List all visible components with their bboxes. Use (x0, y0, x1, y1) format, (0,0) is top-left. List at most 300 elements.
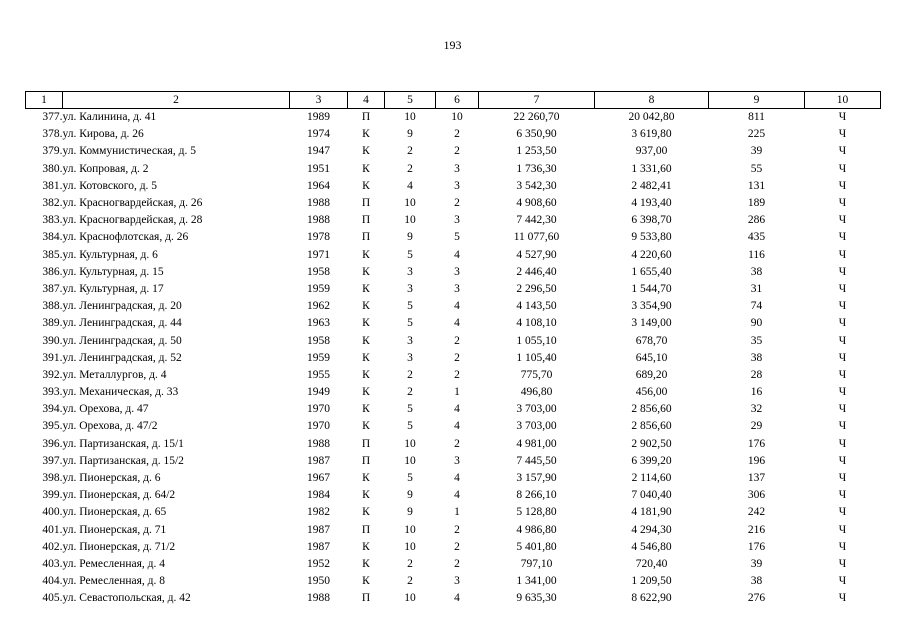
wall-material-cell: К (362, 300, 370, 313)
living-area-cell: 2 114,60 (631, 472, 672, 485)
living-area-cell: 4 193,40 (631, 197, 672, 210)
address-cell: ул. Красногвардейская, д. 28 (62, 214, 203, 227)
category-cell: Ч (838, 128, 847, 141)
total-area-cell: 1 055,10 (516, 334, 557, 347)
row-number-cell: 395. (42, 420, 63, 433)
wall-material-cell: П (361, 523, 371, 536)
entrances-cell: 2 (454, 523, 460, 536)
wall-material-cell: П (361, 214, 371, 227)
entrances-cell: 4 (454, 472, 460, 485)
residents-cell: 189 (747, 197, 766, 210)
row-number-cell: 383. (42, 214, 63, 227)
year-built-cell: 1987 (307, 523, 330, 536)
entrances-cell: 4 (454, 592, 460, 605)
row-number-cell: 405. (42, 592, 63, 605)
total-area-cell: 1 105,40 (516, 351, 557, 364)
row-number-cell: 392. (42, 368, 63, 381)
total-area-cell: 1 341,00 (516, 575, 557, 588)
address-cell: ул. Ленинградская, д. 20 (62, 300, 182, 313)
category-cell: Ч (838, 351, 847, 364)
total-area-cell: 22 260,70 (513, 111, 560, 124)
row-number-cell: 387. (42, 282, 63, 295)
total-area-cell: 1 736,30 (516, 162, 557, 175)
total-area-cell: 2 446,40 (516, 265, 557, 278)
residents-cell: 38 (750, 351, 763, 364)
residents-cell: 131 (747, 179, 766, 192)
floors-cell: 3 (407, 265, 413, 278)
entrances-cell: 2 (454, 368, 460, 381)
floors-cell: 5 (407, 248, 413, 261)
wall-material-cell: К (362, 334, 370, 347)
total-area-cell: 5 128,80 (516, 506, 557, 519)
category-cell: Ч (838, 489, 847, 502)
category-cell: Ч (838, 472, 847, 485)
column-header-9: 9 (709, 92, 805, 109)
living-area-cell: 689,20 (635, 368, 668, 381)
year-built-cell: 1988 (307, 437, 330, 450)
wall-material-cell: К (362, 386, 370, 399)
table-row (26, 367, 881, 384)
wall-material-cell: К (362, 145, 370, 158)
row-number-cell: 394. (42, 403, 63, 416)
address-cell: ул. Пионерская, д. 71 (62, 523, 167, 536)
row-number-cell: 388. (42, 300, 63, 313)
row-number-cell: 382. (42, 197, 63, 210)
category-cell: Ч (838, 334, 847, 347)
category-cell: Ч (838, 575, 847, 588)
wall-material-cell: К (362, 540, 370, 553)
row-number-cell: 400. (42, 506, 63, 519)
address-cell: ул. Пионерская, д. 65 (62, 506, 167, 519)
row-number-cell: 389. (42, 317, 63, 330)
floors-cell: 10 (404, 437, 416, 450)
category-cell: Ч (838, 214, 847, 227)
residents-cell: 435 (747, 231, 766, 244)
address-cell: ул. Копровая, д. 2 (62, 162, 149, 175)
wall-material-cell: К (362, 162, 370, 175)
wall-material-cell: П (361, 231, 371, 244)
floors-cell: 3 (407, 334, 413, 347)
floors-cell: 9 (407, 128, 413, 141)
floors-cell: 2 (407, 557, 413, 570)
total-area-cell: 2 296,50 (516, 282, 557, 295)
floors-cell: 4 (407, 179, 413, 192)
entrances-cell: 4 (454, 420, 460, 433)
table-row (26, 418, 881, 435)
address-cell: ул. Ремесленная, д. 4 (62, 557, 166, 570)
total-area-cell: 4 108,10 (516, 317, 557, 330)
floors-cell: 9 (407, 231, 413, 244)
total-area-cell: 4 986,80 (516, 523, 557, 536)
category-cell: Ч (838, 403, 847, 416)
row-number-cell: 401. (42, 523, 63, 536)
floors-cell: 10 (404, 454, 416, 467)
floors-cell: 10 (404, 111, 416, 124)
year-built-cell: 1959 (307, 282, 330, 295)
living-area-cell: 456,00 (635, 386, 668, 399)
entrances-cell: 2 (454, 557, 460, 570)
entrances-cell: 1 (454, 386, 460, 399)
living-area-cell: 3 149,00 (631, 317, 672, 330)
address-cell: ул. Пионерская, д. 71/2 (62, 540, 176, 553)
floors-cell: 3 (407, 351, 413, 364)
year-built-cell: 1951 (307, 162, 330, 175)
address-cell: ул. Орехова, д. 47/2 (62, 420, 158, 433)
living-area-cell: 2 902,50 (631, 437, 672, 450)
address-cell: ул. Металлургов, д. 4 (62, 368, 167, 381)
row-number-cell: 399. (42, 489, 63, 502)
row-number-cell: 391. (42, 351, 63, 364)
table-row (26, 350, 881, 367)
column-header-7: 7 (479, 92, 595, 109)
total-area-cell: 3 157,90 (516, 472, 557, 485)
total-area-cell: 3 703,00 (516, 420, 557, 433)
floors-cell: 2 (407, 162, 413, 175)
residents-cell: 176 (747, 540, 766, 553)
living-area-cell: 6 399,20 (631, 454, 672, 467)
row-number-cell: 380. (42, 162, 63, 175)
residents-cell: 55 (750, 162, 763, 175)
year-built-cell: 1952 (307, 557, 330, 570)
table-body (26, 109, 881, 608)
entrances-cell: 4 (454, 317, 460, 330)
living-area-cell: 645,10 (635, 351, 668, 364)
row-number-cell: 393. (42, 386, 63, 399)
address-cell: ул. Кирова, д. 26 (62, 128, 144, 141)
year-built-cell: 1988 (307, 214, 330, 227)
category-cell: Ч (838, 145, 847, 158)
row-number-cell: 377. (42, 111, 63, 124)
year-built-cell: 1967 (307, 472, 330, 485)
table-row (26, 436, 881, 453)
year-built-cell: 1958 (307, 265, 330, 278)
year-built-cell: 1958 (307, 334, 330, 347)
address-cell: ул. Пионерская, д. 6 (62, 472, 161, 485)
floors-cell: 2 (407, 575, 413, 588)
living-area-cell: 4 220,60 (631, 248, 672, 261)
address-cell: ул. Севастопольская, д. 42 (62, 592, 191, 605)
total-area-cell: 7 445,50 (516, 454, 557, 467)
residents-cell: 137 (747, 472, 766, 485)
wall-material-cell: К (362, 128, 370, 141)
residents-cell: 16 (750, 386, 763, 399)
column-header-5: 5 (385, 92, 436, 109)
column-header-6: 6 (436, 92, 479, 109)
category-cell: Ч (838, 179, 847, 192)
total-area-cell: 775,70 (520, 368, 553, 381)
category-cell: Ч (838, 523, 847, 536)
total-area-cell: 4 143,50 (516, 300, 557, 313)
table-row (26, 590, 881, 607)
category-cell: Ч (838, 162, 847, 175)
category-cell: Ч (838, 368, 847, 381)
entrances-cell: 3 (454, 575, 460, 588)
row-number-cell: 386. (42, 265, 63, 278)
year-built-cell: 1950 (307, 575, 330, 588)
column-header-3: 3 (290, 92, 348, 109)
entrances-cell: 2 (454, 351, 460, 364)
address-cell: ул. Ленинградская, д. 50 (62, 334, 182, 347)
year-built-cell: 1978 (307, 231, 330, 244)
wall-material-cell: К (362, 282, 370, 295)
wall-material-cell: К (362, 489, 370, 502)
row-number-cell: 402. (42, 540, 63, 553)
address-cell: ул. Краснофлотская, д. 26 (62, 231, 189, 244)
residents-cell: 38 (750, 575, 763, 588)
year-built-cell: 1989 (307, 111, 330, 124)
living-area-cell: 3 619,80 (631, 128, 672, 141)
wall-material-cell: П (361, 197, 371, 210)
living-area-cell: 1 655,40 (631, 265, 672, 278)
total-area-cell: 5 401,80 (516, 540, 557, 553)
entrances-cell: 2 (454, 197, 460, 210)
living-area-cell: 720,40 (635, 557, 668, 570)
wall-material-cell: К (362, 403, 370, 416)
wall-material-cell: П (361, 592, 371, 605)
category-cell: Ч (838, 437, 847, 450)
category-cell: Ч (838, 197, 847, 210)
table-row (26, 109, 881, 127)
residents-cell: 28 (750, 368, 763, 381)
category-cell: Ч (838, 111, 847, 124)
entrances-cell: 2 (454, 128, 460, 141)
table-row (26, 247, 881, 264)
row-number-cell: 403. (42, 557, 63, 570)
category-cell: Ч (838, 265, 847, 278)
wall-material-cell: К (362, 317, 370, 330)
table-row (26, 264, 881, 281)
year-built-cell: 1982 (307, 506, 330, 519)
floors-cell: 5 (407, 472, 413, 485)
wall-material-cell: К (362, 368, 370, 381)
year-built-cell: 1955 (307, 368, 330, 381)
living-area-cell: 8 622,90 (631, 592, 672, 605)
address-cell: ул. Коммунистическая, д. 5 (62, 145, 196, 158)
total-area-cell: 4 981,00 (516, 437, 557, 450)
row-number-cell: 398. (42, 472, 63, 485)
living-area-cell: 7 040,40 (631, 489, 672, 502)
floors-cell: 10 (404, 197, 416, 210)
living-area-cell: 1 209,50 (631, 575, 672, 588)
wall-material-cell: К (362, 248, 370, 261)
entrances-cell: 4 (454, 300, 460, 313)
residents-cell: 31 (750, 282, 763, 295)
category-cell: Ч (838, 557, 847, 570)
row-number-cell: 381. (42, 179, 63, 192)
year-built-cell: 1987 (307, 454, 330, 467)
row-number-cell: 385. (42, 248, 63, 261)
entrances-cell: 10 (451, 111, 463, 124)
housing-table (25, 91, 881, 607)
total-area-cell: 9 635,30 (516, 592, 557, 605)
residents-cell: 29 (750, 420, 763, 433)
floors-cell: 10 (404, 592, 416, 605)
row-number-cell: 404. (42, 575, 63, 588)
year-built-cell: 1963 (307, 317, 330, 330)
table-row (26, 470, 881, 487)
wall-material-cell: К (362, 575, 370, 588)
column-header-8: 8 (595, 92, 709, 109)
row-number-cell: 396. (42, 437, 63, 450)
table-row (26, 487, 881, 504)
total-area-cell: 4 908,60 (516, 197, 557, 210)
living-area-cell: 3 354,90 (631, 300, 672, 313)
row-number-cell: 379. (42, 145, 63, 158)
living-area-cell: 1 331,60 (631, 162, 672, 175)
year-built-cell: 1974 (307, 128, 330, 141)
entrances-cell: 2 (454, 145, 460, 158)
total-area-cell: 496,80 (520, 386, 553, 399)
wall-material-cell: К (362, 179, 370, 192)
floors-cell: 10 (404, 214, 416, 227)
address-cell: ул. Орехова, д. 47 (62, 403, 149, 416)
entrances-cell: 3 (454, 454, 460, 467)
floors-cell: 2 (407, 145, 413, 158)
total-area-cell: 6 350,90 (516, 128, 557, 141)
residents-cell: 225 (747, 128, 766, 141)
table-row (26, 315, 881, 332)
total-area-cell: 7 442,30 (516, 214, 557, 227)
residents-cell: 242 (747, 506, 766, 519)
residents-cell: 74 (750, 300, 763, 313)
entrances-cell: 5 (454, 231, 460, 244)
header-row (26, 92, 881, 109)
table-row (26, 161, 881, 178)
page-number: 193 (443, 38, 462, 52)
table-row (26, 178, 881, 195)
table-row (26, 504, 881, 521)
floors-cell: 5 (407, 403, 413, 416)
table-row (26, 332, 881, 349)
entrances-cell: 4 (454, 403, 460, 416)
table-row (26, 229, 881, 246)
address-cell: ул. Партизанская, д. 15/2 (62, 454, 184, 467)
floors-cell: 10 (404, 523, 416, 536)
entrances-cell: 3 (454, 162, 460, 175)
entrances-cell: 3 (454, 179, 460, 192)
living-area-cell: 4 294,30 (631, 523, 672, 536)
year-built-cell: 1970 (307, 420, 330, 433)
entrances-cell: 2 (454, 540, 460, 553)
entrances-cell: 3 (454, 265, 460, 278)
residents-cell: 35 (750, 334, 763, 347)
wall-material-cell: П (361, 437, 371, 450)
residents-cell: 286 (747, 214, 766, 227)
year-built-cell: 1970 (307, 403, 330, 416)
total-area-cell: 11 077,60 (513, 231, 560, 244)
category-cell: Ч (838, 386, 847, 399)
residents-cell: 276 (747, 592, 766, 605)
entrances-cell: 3 (454, 282, 460, 295)
floors-cell: 10 (404, 540, 416, 553)
address-cell: ул. Механическая, д. 33 (62, 386, 179, 399)
residents-cell: 196 (747, 454, 766, 467)
year-built-cell: 1987 (307, 540, 330, 553)
entrances-cell: 4 (454, 248, 460, 261)
address-cell: ул. Ленинградская, д. 52 (62, 351, 182, 364)
table-row (26, 384, 881, 401)
residents-cell: 306 (747, 489, 766, 502)
entrances-cell: 4 (454, 489, 460, 502)
table-row (26, 522, 881, 539)
total-area-cell: 4 527,90 (516, 248, 557, 261)
entrances-cell: 1 (454, 506, 460, 519)
living-area-cell: 4 181,90 (631, 506, 672, 519)
category-cell: Ч (838, 300, 847, 313)
living-area-cell: 937,00 (635, 145, 668, 158)
year-built-cell: 1971 (307, 248, 330, 261)
category-cell: Ч (838, 317, 847, 330)
total-area-cell: 8 266,10 (516, 489, 557, 502)
row-number-cell: 384. (42, 231, 63, 244)
address-cell: ул. Культурная, д. 17 (62, 282, 164, 295)
residents-cell: 90 (750, 317, 763, 330)
table-row (26, 126, 881, 143)
row-number-cell: 397. (42, 454, 63, 467)
category-cell: Ч (838, 540, 847, 553)
total-area-cell: 1 253,50 (516, 145, 557, 158)
wall-material-cell: П (361, 454, 371, 467)
column-header-2: 2 (63, 92, 290, 109)
year-built-cell: 1984 (307, 489, 330, 502)
table-row (26, 298, 881, 315)
entrances-cell: 3 (454, 214, 460, 227)
living-area-cell: 678,70 (635, 334, 668, 347)
total-area-cell: 797,10 (520, 557, 553, 570)
table-row (26, 556, 881, 573)
address-cell: ул. Партизанская, д. 15/1 (62, 437, 184, 450)
address-cell: ул. Ремесленная, д. 8 (62, 575, 166, 588)
column-header-1: 1 (26, 92, 63, 109)
residents-cell: 216 (747, 523, 766, 536)
table-row (26, 453, 881, 470)
table-row (26, 573, 881, 590)
year-built-cell: 1959 (307, 351, 330, 364)
address-cell: ул. Котовского, д. 5 (62, 179, 158, 192)
floors-cell: 5 (407, 300, 413, 313)
living-area-cell: 6 398,70 (631, 214, 672, 227)
table-row (26, 143, 881, 160)
category-cell: Ч (838, 506, 847, 519)
wall-material-cell: П (361, 111, 371, 124)
floors-cell: 5 (407, 317, 413, 330)
table-row (26, 195, 881, 212)
wall-material-cell: К (362, 351, 370, 364)
living-area-cell: 1 544,70 (631, 282, 672, 295)
residents-cell: 811 (748, 111, 765, 124)
table-row (26, 539, 881, 556)
floors-cell: 3 (407, 282, 413, 295)
year-built-cell: 1947 (307, 145, 330, 158)
living-area-cell: 2 856,60 (631, 420, 672, 433)
total-area-cell: 3 703,00 (516, 403, 557, 416)
wall-material-cell: К (362, 506, 370, 519)
address-cell: ул. Культурная, д. 6 (62, 248, 158, 261)
address-cell: ул. Пионерская, д. 64/2 (62, 489, 176, 502)
wall-material-cell: К (362, 472, 370, 485)
table-row (26, 281, 881, 298)
table-row (26, 212, 881, 229)
column-header-10: 10 (805, 92, 881, 109)
living-area-cell: 2 856,60 (631, 403, 672, 416)
entrances-cell: 2 (454, 334, 460, 347)
year-built-cell: 1949 (307, 386, 330, 399)
category-cell: Ч (838, 248, 847, 261)
living-area-cell: 2 482,41 (631, 179, 672, 192)
wall-material-cell: К (362, 420, 370, 433)
residents-cell: 116 (748, 248, 765, 261)
year-built-cell: 1988 (307, 592, 330, 605)
